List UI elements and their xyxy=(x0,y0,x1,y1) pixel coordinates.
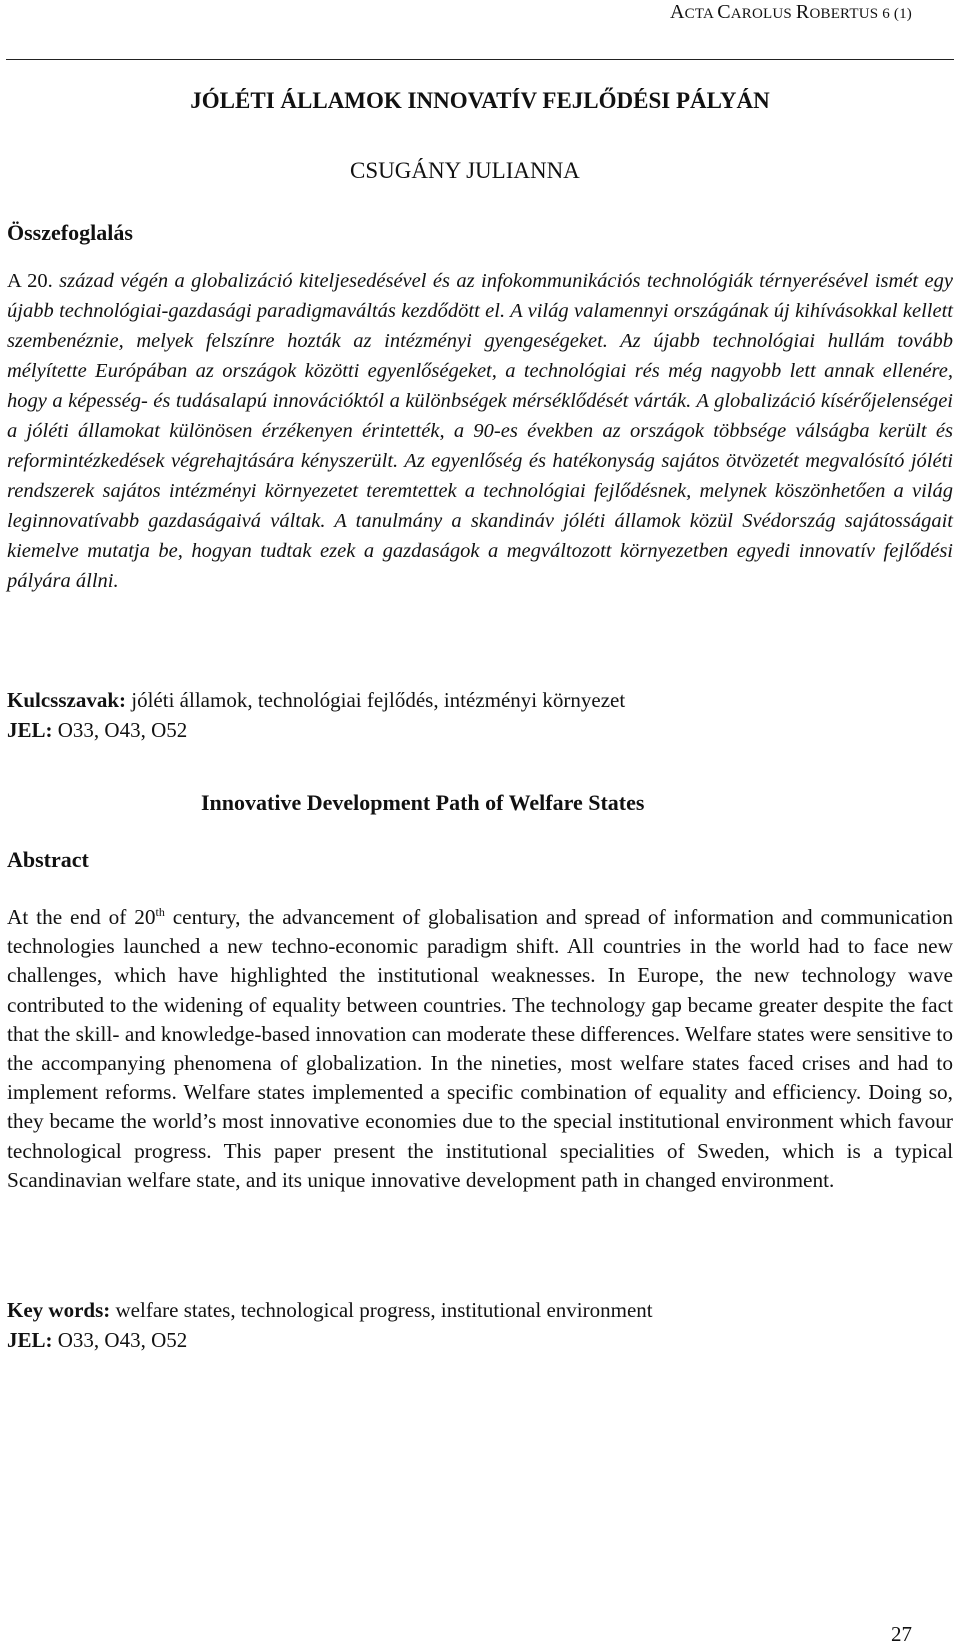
en-jel-label: JEL: xyxy=(7,1328,53,1352)
header-part: A xyxy=(670,1,685,23)
header-rule xyxy=(6,59,954,60)
paper-title: JÓLÉTI ÁLLAMOK INNOVATÍV FEJLŐDÉSI PÁLYÁN xyxy=(190,88,770,113)
header-part: OBERTUS 6 (1) xyxy=(809,6,912,22)
hu-keywords-label: Kulcsszavak: xyxy=(7,688,127,712)
en-abstract-sup: th xyxy=(155,904,165,919)
hu-abstract-text xyxy=(7,266,953,596)
hu-jel-value: O33, O43, O52 xyxy=(52,718,188,742)
header-part: AROLUS xyxy=(730,6,796,22)
en-keywords-label: Key words: xyxy=(7,1298,111,1322)
running-header xyxy=(670,0,912,26)
en-jel-value: O33, O43, O52 xyxy=(52,1328,188,1352)
header-part: R xyxy=(795,1,810,23)
page-number: 27 xyxy=(891,1622,912,1646)
hu-keywords xyxy=(7,686,625,714)
header-part: CTA xyxy=(684,6,718,22)
en-keywords-value: welfare states, technological progress, institutional environment xyxy=(110,1298,653,1322)
en-abstract-heading: Abstract xyxy=(7,847,89,872)
hu-jel-label: JEL: xyxy=(7,718,53,742)
hu-abstract-body: század végén a globalizáció kiteljesedésével és az infokommunikációs technológiák térnyerésével ismét egy újabb technológiai-gazdasági paradigmaváltás kezdődött el. A világ valamennyi országának új kihívásokkal kellett szembenéznie, melyek felszínre hozták az intézményi gyengeségeket. Az újabb technológiai hullám tovább mélyítette Európában az országok közötti egyenlőségeket, a technológiai rés még nagyobb lett annak ellenére, hogy a képesség- és tudásalapú innovációktól a különbségek mérséklődését várták. A globalizáció kísérőjelenségei a jóléti államokat különösen érzékenyen érintették, a 90-es években az országok többsége válságba került és reformintézkedések végrehajtására kényszerült. Az egyenlőség és hatékonyság sajátos ötvözetét megvalósító jóléti rendszerek sajátos intézményi környezetet teremtettek a technológiai fejlődésnek, melynek köszönhetően a világ leginnovatívabb gazdaságaivá váltak. A tanulmány a skandináv jóléti államok közül Svédország sajátosságait kiemelve mutatja be, hogyan tudtak ezek a gazdaságok a megváltozott környezetben egyedi innovatív fejlődési pályára állni. xyxy=(7,270,954,592)
en-keywords xyxy=(7,1296,653,1324)
en-abstract-lead: At the end of 20 xyxy=(7,905,156,929)
hu-abstract-heading: Összefoglalás xyxy=(7,220,133,245)
en-jel xyxy=(7,1326,187,1354)
english-title: Innovative Development Path of Welfare States xyxy=(201,790,645,815)
en-abstract-body: century, the advancement of globalisation and spread of information and communication technologies launched a new techno-economic paradigm shift. All countries in the world had to face new challenges, which have highlighted the institutional weaknesses. In Europe, the new technology wave contributed to the widening of equality between countries. The technology gap became greater despite the fact that the skill- and knowledge-based innovation can moderate these differences. Welfare states were sensitive to the accompanying phenomena of globalization. In the nineties, most welfare states faced crises and had to implement reforms. Welfare states implemented a specific combination of equality and efficiency. Doing so, they became the world’s most innovative economies due to the special institutional environment which favour technological progress. This paper present the institutional specialities of Sweden, which is a typical Scandinavian welfare state, and its unique innovative development path in changed environment. xyxy=(7,905,953,1192)
hu-jel xyxy=(7,716,187,744)
header-part: C xyxy=(717,1,731,23)
en-abstract-text xyxy=(7,903,953,1195)
hu-keywords-value: jóléti államok, technológiai fejlődés, intézményi környezet xyxy=(126,688,626,712)
hu-abstract-lead: A 20. xyxy=(7,270,53,292)
author-name: CSUGÁNY JULIANNA xyxy=(350,158,580,183)
